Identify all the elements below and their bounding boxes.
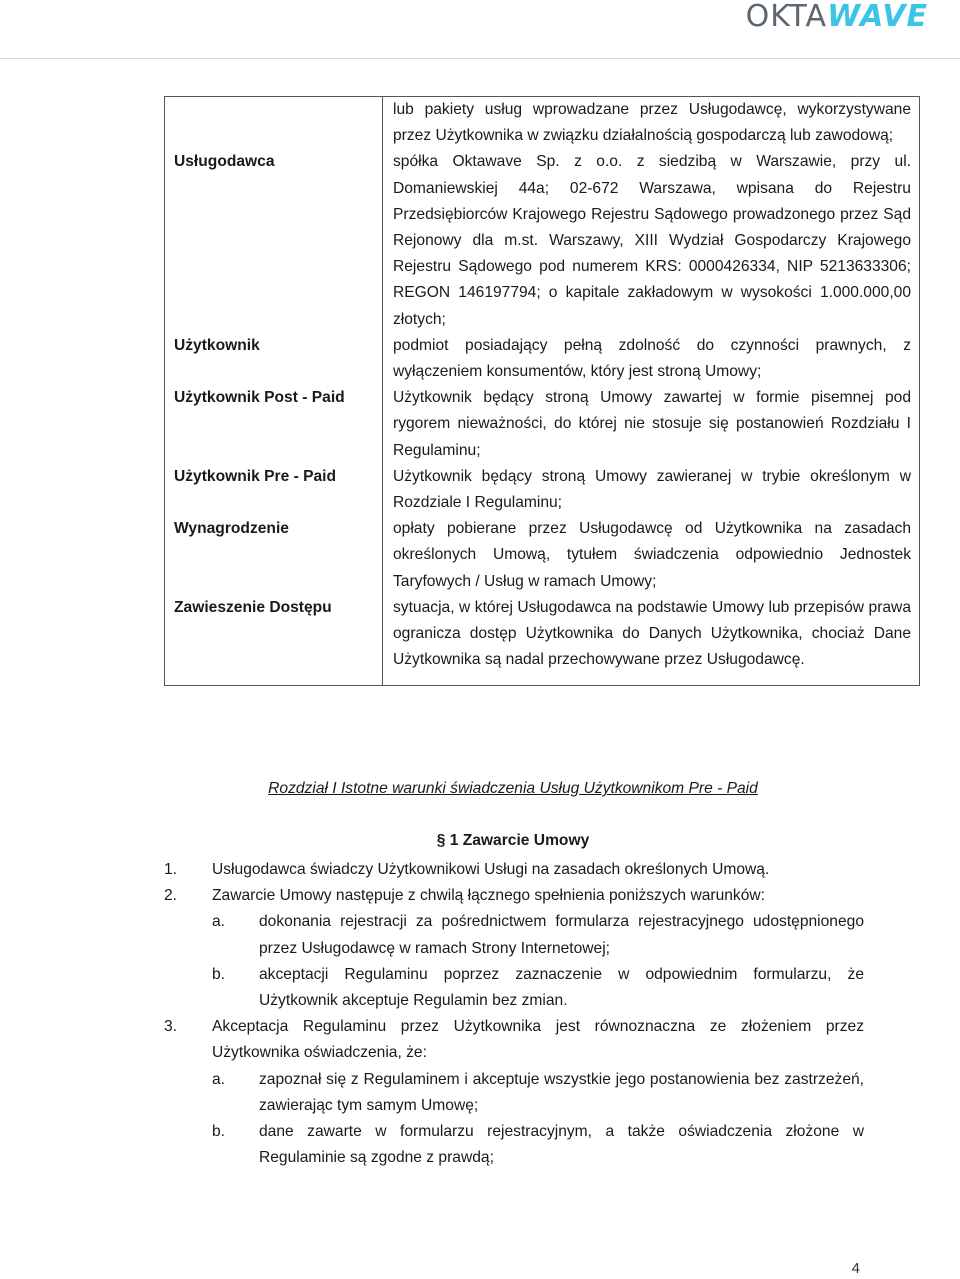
definition-row (165, 97, 920, 150)
list-item (164, 1014, 864, 1066)
sub-list-item (164, 1067, 864, 1119)
item-text: Zawarcie Umowy następuje z chwilą łącznego spełnienia poniższych warunków: (212, 887, 765, 905)
item-text: akceptacji Regulaminu poprzez zaznaczenie w odpowiednim formularzu, że Użytkownik akceptuje Regulamin bez zmian. (259, 965, 864, 1010)
item-number: 2. (164, 887, 178, 905)
item-letter: b. (212, 1123, 226, 1141)
sub-list-item (164, 1119, 864, 1171)
sub-list-item (164, 909, 864, 961)
contract-conditions-list (164, 857, 864, 1171)
page-header (0, 0, 960, 59)
definition-term: Użytkownik Pre - Paid (165, 464, 383, 516)
oktawave-logo (746, 0, 928, 34)
list-item (164, 883, 864, 909)
definition-row (165, 464, 920, 516)
logo-part-wave: WAVE (827, 0, 928, 34)
item-number: 1. (164, 861, 178, 878)
definition-row (165, 385, 920, 464)
item-letter: a. (212, 913, 226, 931)
logo-part-okta: OKTA (745, 0, 828, 34)
item-text: Usługodawca świadczy Użytkownikowi Usługi na zasadach określonych Umową. (212, 861, 770, 878)
page-number: 4 (851, 1260, 860, 1277)
definition-text: spółka Oktawave Sp. z o.o. z siedzibą w Warszawie, przy ul. Domaniewskiej 44a; 02-672 Warszawa, wpisana do Rejestru Przedsiębiorców Krajowego Rejestru Sądowego prowadzonego przez Sąd Rejonowy dla m.st. Warszawy, XIII Wydział Gospodarczy Krajowego Rejestru Sądowego pod numerem KRS: 0000426334, NIP 5213633306; REGON 146197794; o kapitale zakładowym w wysokości 1.000.000,00 złotych; (383, 149, 920, 332)
definition-row (165, 516, 920, 595)
definition-term: Użytkownik Post - Paid (165, 385, 383, 464)
definition-text: podmiot posiadający pełną zdolność do czynności prawnych, z wyłączeniem konsumentów, który jest stroną Umowy; (383, 333, 920, 385)
definition-text: sytuacja, w której Usługodawca na podstawie Umowy lub przepisów prawa ogranicza dostęp Użytkownika do Danych Użytkownika, chociaż Dane Użytkownika są nadal przechowywane przez Usługodawcę. (383, 595, 920, 686)
item-text: zapoznał się z Regulaminem i akceptuje wszystkie jego postanowienia bez zastrzeżeń, zawierając tym samym Umowę; (259, 1070, 864, 1114)
item-text: dane zawarte w formularzu rejestracyjnym, a także oświadczenia złożone w Regulaminie są zgodne z prawdą; (259, 1123, 864, 1167)
definition-term (165, 97, 383, 150)
definition-row (165, 149, 920, 332)
item-letter: a. (212, 1070, 226, 1088)
item-text: dokonania rejestracji za pośrednictwem formularza rejestracyjnego udostępnionego przez Usługodawcę w ramach Strony Internetowej; (259, 913, 864, 957)
definition-term: Użytkownik (165, 333, 383, 385)
definition-text: opłaty pobierane przez Usługodawcę od Użytkownika na zasadach określonych Umową, tytułem świadczenia odpowiednio Jednostek Taryfowych / Usług w ramach Umowy; (383, 516, 920, 595)
definition-term: Wynagrodzenie (165, 516, 383, 595)
item-letter: b. (212, 965, 226, 983)
definition-text: Użytkownik będący stroną Umowy zawieranej w trybie określonym w Rozdziale I Regulaminu; (383, 464, 920, 516)
definition-text: lub pakiety usług wprowadzane przez Usługodawcę, wykorzystywane przez Użytkownika w związku działalnością gospodarczą lub zawodową; (383, 97, 920, 150)
definition-term: Usługodawca (165, 149, 383, 332)
definition-text: Użytkownik będący stroną Umowy zawartej w formie pisemnej pod rygorem nieważności, do której nie stosuje się postanowień Rozdziału I Regulaminu; (383, 385, 920, 464)
item-text: Akceptacja Regulaminu przez Użytkownika jest równoznaczna ze złożeniem przez Użytkownika oświadczenia, że: (212, 1018, 864, 1062)
definition-row (165, 333, 920, 385)
list-item (164, 857, 864, 883)
item-number: 3. (164, 1018, 178, 1036)
sub-list-item (164, 962, 864, 1014)
section-title: § 1 Zawarcie Umowy (436, 832, 590, 849)
chapter-title: Rozdział I Istotne warunki świadczenia Usług Użytkownikom Pre - Paid (268, 780, 758, 797)
definition-row (165, 595, 920, 686)
definition-term: Zawieszenie Dostępu (165, 595, 383, 686)
definitions-table (164, 96, 920, 686)
